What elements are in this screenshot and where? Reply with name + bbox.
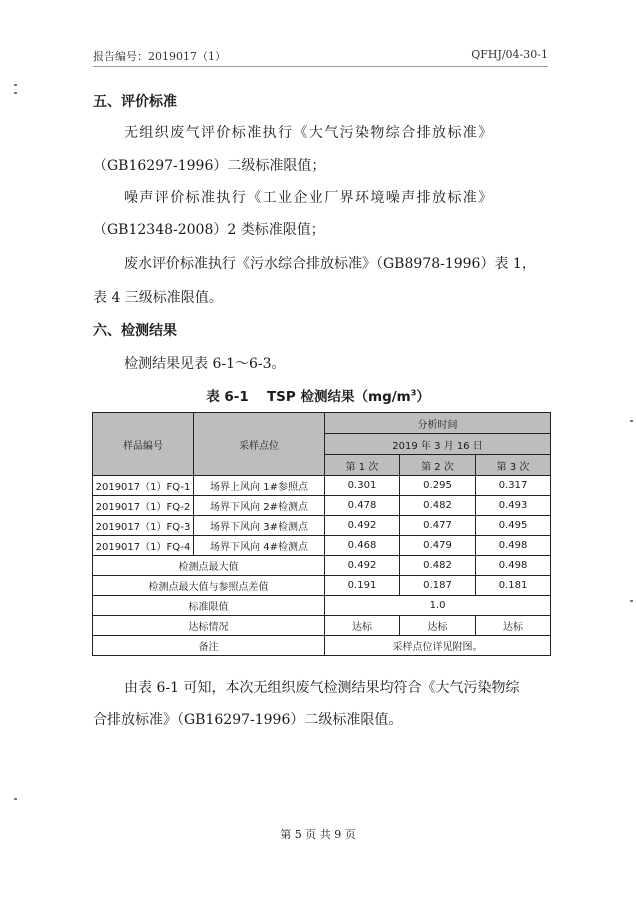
- compliance-row: [93, 616, 551, 636]
- table-row: [93, 536, 551, 556]
- document-code: QFHJ/04-30-1: [471, 48, 548, 61]
- table-row: [93, 476, 551, 496]
- compliance-cell: 达标: [325, 616, 400, 636]
- location-cell: 场界上风向 1#参照点: [194, 476, 325, 496]
- max-label: 检测点最大值: [93, 556, 325, 576]
- table-caption: 表 6-1 TSP 检测结果$(mg/m^3)$: [206, 388, 430, 405]
- header-divider: [93, 66, 548, 67]
- location-cell: 场界下风向 4#检测点: [194, 536, 325, 556]
- header-date: 2019 年 3 月 16 日: [325, 434, 551, 455]
- scan-mark: [14, 798, 17, 800]
- value-cell: 0.482: [400, 556, 476, 576]
- conclusion-line-1: 由表 6-1 可知，本次无组织废气检测结果均符合《大气污染物综: [124, 680, 520, 696]
- header-run-2: 第 2 次: [400, 455, 476, 476]
- limit-value: 1.0: [325, 596, 551, 616]
- diff-label: 检测点最大值与参照点差值: [93, 576, 325, 596]
- scan-mark: [14, 92, 17, 94]
- conclusion-line-2: 合排放标准》（GB16297-1996）二级标准限值。: [93, 712, 403, 728]
- remark-label: 备注: [93, 636, 325, 656]
- value-cell: 0.492: [325, 516, 400, 536]
- header-sample-id: 样品编号: [93, 413, 194, 476]
- page-number: 第 5 页 共 9 页: [280, 828, 356, 841]
- section-5-line-3: 噪声评价标准执行《工业企业厂界环境噪声排放标准》: [124, 190, 494, 206]
- sample-id-cell: 2019017（1）FQ-4: [93, 536, 194, 556]
- section-6-intro: 检测结果见表 6-1～6-3。: [124, 356, 286, 372]
- remark-row: [93, 636, 551, 656]
- section-5-title: 五、评价标准: [93, 94, 177, 110]
- table-row: [93, 496, 551, 516]
- scan-mark: [630, 600, 633, 602]
- remark-value: 采样点位详见附图。: [325, 636, 551, 656]
- value-cell: 0.478: [325, 496, 400, 516]
- header-location: 采样点位: [194, 413, 325, 476]
- header-analysis-time: 分析时间: [325, 413, 551, 434]
- table-row: [93, 516, 551, 536]
- scan-mark: [14, 84, 17, 86]
- compliance-label: 达标情况: [93, 616, 325, 636]
- value-cell: 0.301: [325, 476, 400, 496]
- report-number: 报告编号：2019017（1）: [93, 50, 226, 63]
- section-5-line-5: 废水评价标准执行《污水综合排放标准》（GB8978-1996）表 1，: [124, 256, 536, 272]
- diff-row: [93, 576, 551, 596]
- sample-id-cell: 2019017（1）FQ-2: [93, 496, 194, 516]
- limit-row: [93, 596, 551, 616]
- max-row: [93, 556, 551, 576]
- value-cell: 0.468: [325, 536, 400, 556]
- sample-id-cell: 2019017（1）FQ-1: [93, 476, 194, 496]
- value-cell: 0.482: [400, 496, 476, 516]
- section-5-line-1: 无组织废气评价标准执行《大气污染物综合排放标准》: [124, 125, 494, 141]
- section-5-line-6: 表 4 三级标准限值。: [93, 290, 223, 306]
- value-cell: 0.187: [400, 576, 476, 596]
- header-run-3: 第 3 次: [476, 455, 551, 476]
- value-cell: 0.492: [325, 556, 400, 576]
- value-cell: 0.498: [476, 536, 551, 556]
- compliance-cell: 达标: [400, 616, 476, 636]
- section-5-line-2: （GB16297-1996）二级标准限值；: [93, 158, 326, 174]
- value-cell: 0.493: [476, 496, 551, 516]
- limit-label: 标准限值: [93, 596, 325, 616]
- value-cell: 0.317: [476, 476, 551, 496]
- value-cell: 0.479: [400, 536, 476, 556]
- compliance-cell: 达标: [476, 616, 551, 636]
- value-cell: 0.495: [476, 516, 551, 536]
- value-cell: 0.181: [476, 576, 551, 596]
- location-cell: 场界下风向 2#检测点: [194, 496, 325, 516]
- section-5-line-4: （GB12348-2008）2 类标准限值；: [93, 222, 325, 238]
- value-cell: 0.477: [400, 516, 476, 536]
- tsp-results-table: [92, 412, 551, 656]
- location-cell: 场界下风向 3#检测点: [194, 516, 325, 536]
- header-run-1: 第 1 次: [325, 455, 400, 476]
- value-cell: 0.295: [400, 476, 476, 496]
- caption-superscript: 3: [410, 388, 417, 398]
- sample-id-cell: 2019017（1）FQ-3: [93, 516, 194, 536]
- value-cell: 0.498: [476, 556, 551, 576]
- scan-mark: [630, 420, 633, 422]
- section-6-title: 六、检测结果: [93, 323, 177, 339]
- value-cell: 0.191: [325, 576, 400, 596]
